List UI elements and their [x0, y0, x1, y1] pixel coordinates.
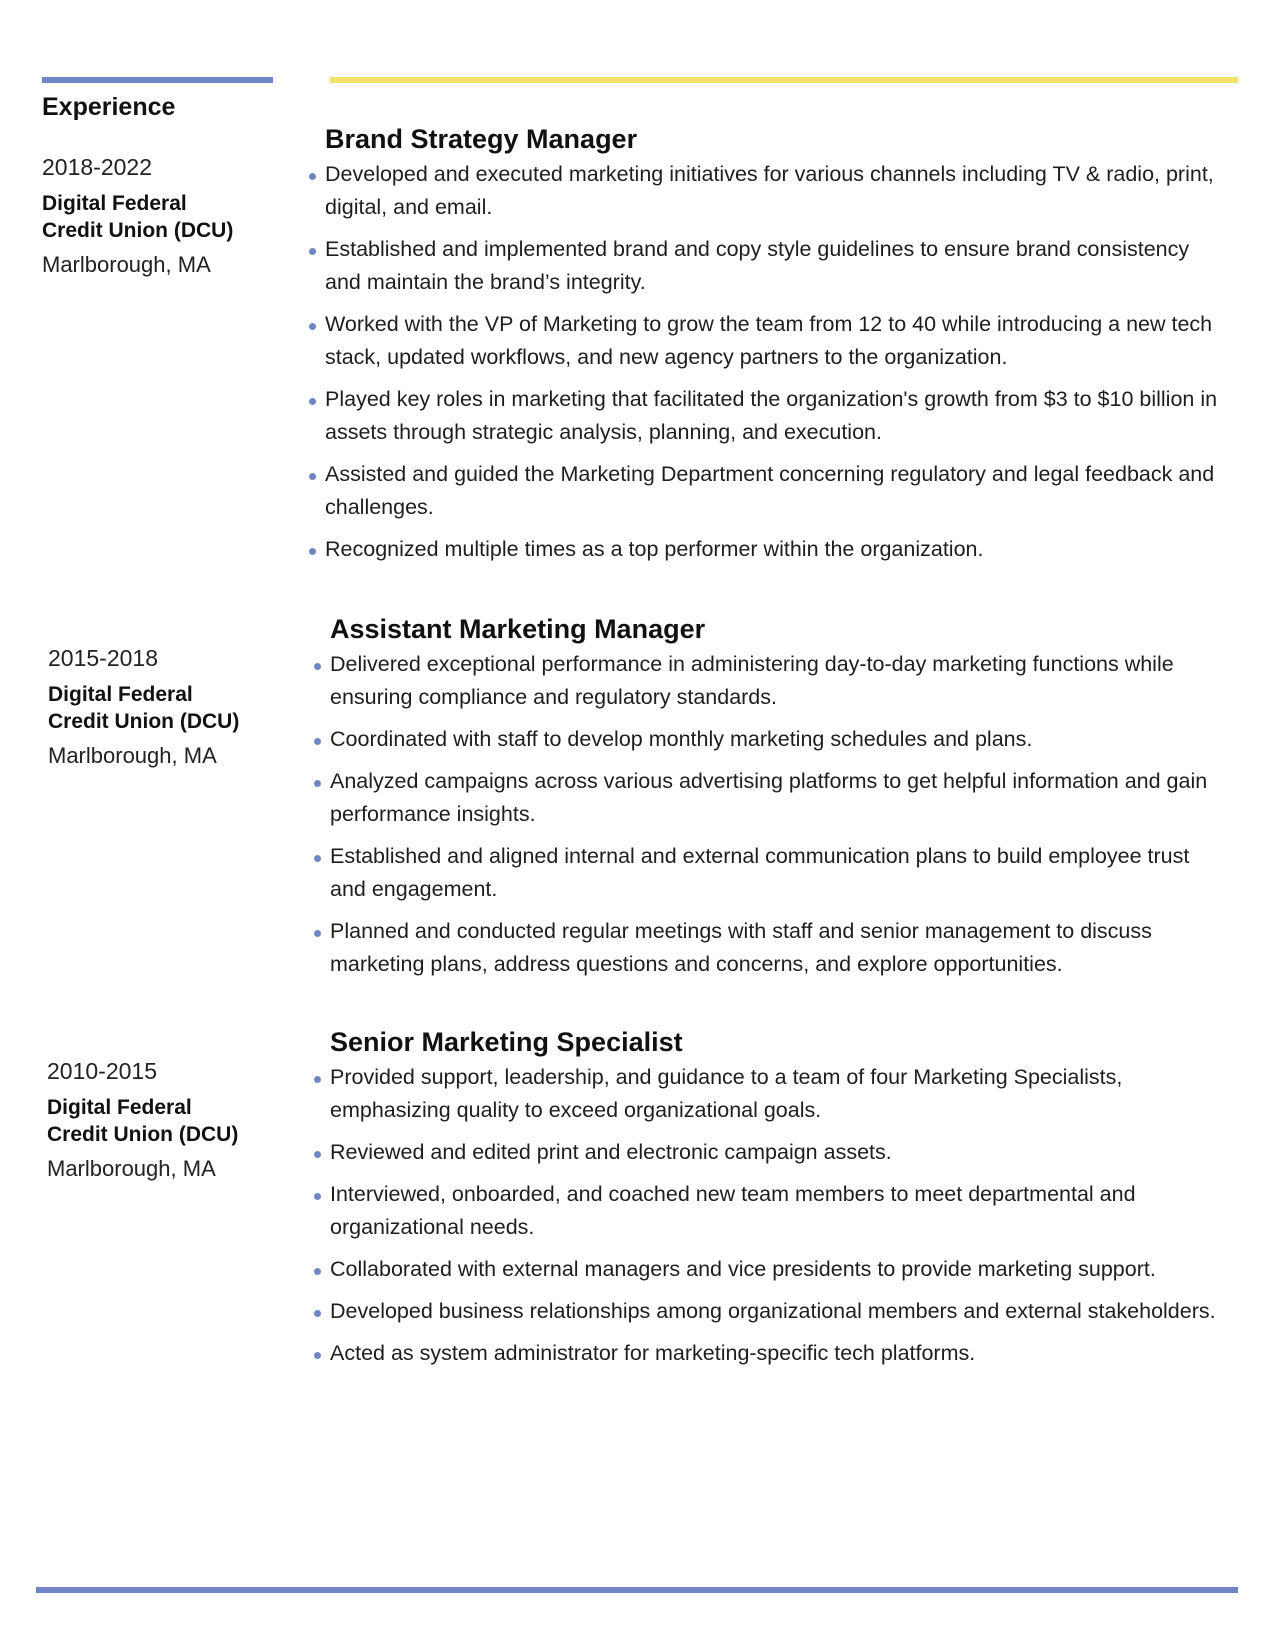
job-bullet: [325, 458, 1225, 524]
job-bullet-text: Assisted and guided the Marketing Department concerning regulatory and legal feedback and challenges.: [325, 462, 1215, 519]
bullet-dot-icon: [314, 1193, 321, 1200]
job-bullet: [330, 1136, 1230, 1169]
job-bullet: [330, 765, 1230, 831]
job-bullet-text: Developed business relationships among organizational members and external stakeholders.: [330, 1299, 1216, 1323]
job-bullet-text: Recognized multiple times as a top performer within the organization.: [325, 537, 984, 561]
job-entry: [325, 122, 1225, 575]
job-meta: [47, 1056, 287, 1184]
job-bullet-list: [330, 648, 1230, 981]
job-bullet-text: Established and aligned internal and external communication plans to build employee trust and engagement.: [330, 844, 1190, 901]
job-bullet-text: Collaborated with external managers and vice presidents to provide marketing support.: [330, 1257, 1156, 1281]
job-title: Senior Marketing Specialist: [330, 1027, 683, 1057]
job-location: Marlborough, MA: [47, 1156, 216, 1181]
job-company: Digital Federal: [47, 1096, 192, 1119]
job-bullet: [325, 233, 1225, 299]
bullet-dot-icon: [309, 173, 316, 180]
bullet-dot-icon: [314, 738, 321, 745]
bullet-dot-icon: [309, 323, 316, 330]
job-bullet: [325, 383, 1225, 449]
bullet-dot-icon: [309, 248, 316, 255]
section-rule-blue: [42, 77, 273, 83]
job-bullet-list: [330, 1061, 1230, 1370]
job-bullet: [330, 840, 1230, 906]
job-bullet: [330, 648, 1230, 714]
section-rule-yellow: [330, 77, 1238, 83]
bullet-dot-icon: [309, 398, 316, 405]
job-years: 2018-2022: [42, 154, 152, 180]
job-bullet: [330, 915, 1230, 981]
job-bullet-text: Reviewed and edited print and electronic campaign assets.: [330, 1140, 892, 1164]
bullet-dot-icon: [314, 1352, 321, 1359]
bullet-dot-icon: [314, 855, 321, 862]
job-bullet: [330, 723, 1230, 756]
job-bullet: [330, 1295, 1230, 1328]
job-bullet-text: Established and implemented brand and copy style guidelines to ensure brand consistency and maintain the brand’s integrity.: [325, 237, 1190, 294]
job-bullet-text: Coordinated with staff to develop monthly marketing schedules and plans.: [330, 727, 1033, 751]
job-location: Marlborough, MA: [42, 252, 211, 277]
job-bullet: [330, 1061, 1230, 1127]
job-years: 2010-2015: [47, 1058, 157, 1084]
job-bullet: [330, 1337, 1230, 1370]
footer-rule-blue: [36, 1587, 1238, 1593]
job-location: Marlborough, MA: [48, 743, 217, 768]
job-bullet-text: Planned and conducted regular meetings with staff and senior management to discuss marketing plans, address questions and concerns, and explore opportunities.: [330, 919, 1152, 976]
job-bullet-text: Analyzed campaigns across various advertising platforms to get helpful information and gain performance insights.: [330, 769, 1208, 826]
job-bullet-text: Interviewed, onboarded, and coached new team members to meet departmental and organizational needs.: [330, 1182, 1136, 1239]
bullet-dot-icon: [309, 548, 316, 555]
job-bullet-list: [325, 158, 1225, 566]
bullet-dot-icon: [314, 1151, 321, 1158]
bullet-dot-icon: [314, 1310, 321, 1317]
bullet-dot-icon: [314, 1268, 321, 1275]
job-bullet-text: Acted as system administrator for marketing-specific tech platforms.: [330, 1341, 976, 1365]
job-entry: [330, 612, 1230, 990]
bullet-dot-icon: [314, 663, 321, 670]
job-bullet-text: Delivered exceptional performance in administering day-to-day marketing functions while ensuring compliance and regulatory standards.: [330, 652, 1174, 709]
job-company: Digital Federal: [42, 192, 187, 215]
job-bullet-text: Worked with the VP of Marketing to grow the team from 12 to 40 while introducing a new tech stack, updated workflows, and new agency partners to the organization.: [325, 312, 1213, 369]
job-title: Brand Strategy Manager: [325, 124, 638, 154]
job-bullet-text: Developed and executed marketing initiatives for various channels including TV & radio, print, digital, and email.: [325, 162, 1214, 219]
job-bullet-text: Provided support, leadership, and guidance to a team of four Marketing Specialists, emphasizing quality to exceed organizational goals.: [330, 1065, 1123, 1122]
job-bullet: [325, 533, 1225, 566]
job-company: Digital Federal: [48, 683, 193, 706]
job-bullet: [325, 308, 1225, 374]
job-meta: [42, 152, 282, 280]
section-heading-experience: Experience: [42, 93, 176, 121]
job-company: Credit Union (DCU): [47, 1123, 239, 1146]
bullet-dot-icon: [309, 473, 316, 480]
bullet-dot-icon: [314, 780, 321, 787]
job-bullet: [330, 1253, 1230, 1286]
job-bullet-text: Played key roles in marketing that facilitated the organization's growth from $3 to $10 billion in assets through strategic analysis, planning, and execution.: [325, 387, 1218, 444]
bullet-dot-icon: [314, 1076, 321, 1083]
job-years: 2015-2018: [48, 645, 158, 671]
job-company: Credit Union (DCU): [42, 219, 234, 242]
job-title: Assistant Marketing Manager: [330, 614, 706, 644]
job-bullet: [325, 158, 1225, 224]
job-entry: [330, 1025, 1230, 1379]
job-company: Credit Union (DCU): [48, 710, 240, 733]
bullet-dot-icon: [314, 930, 321, 937]
job-meta: [48, 643, 288, 771]
job-bullet: [330, 1178, 1230, 1244]
